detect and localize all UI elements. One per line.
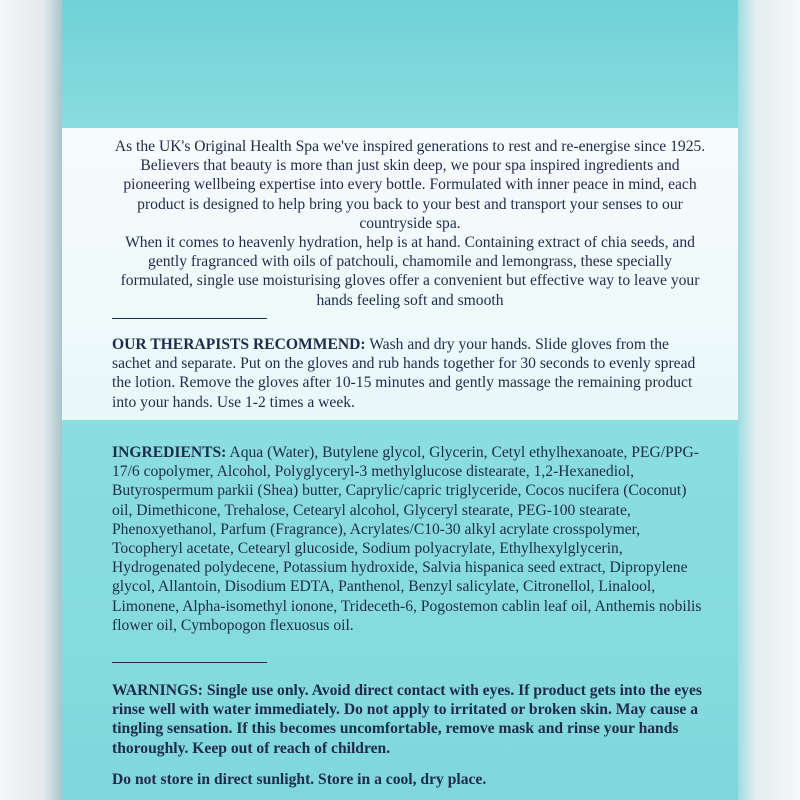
- therapists-recommend-text: Wash and dry your hands. Slide gloves from the sachet and separate. Put on the gloves and rub hands together for 30 seconds to evenly spread the lotion. Remove the gloves after 10-15 minutes and gently massage the remaining product into your hands. Use 1-2 times a week.: [112, 336, 696, 411]
- ingredients-section: [112, 443, 708, 635]
- warnings-text: WARNINGS: Single use only. Avoid direct contact with eyes. If product gets into the eyes rinse well with water immediately. Do not apply to irritated or broken skin. May cause a tingling sensation. If this becomes uncomfortable, remove mask and rinse your hands thoroughly. Keep out of reach of children.: [112, 682, 702, 757]
- ingredients-label: INGREDIENTS:: [112, 444, 227, 461]
- right-background-margin: [738, 0, 800, 800]
- section-divider: [112, 662, 267, 663]
- top-aqua-band: [62, 0, 738, 128]
- ingredients-list: Aqua (Water), Butylene glycol, Glycerin, Cetyl ethylhexanoate, PEG/PPG-17/6 copolymer, Alcohol, Polyglyceryl-3 methylglucose distearate, 1,2-Hexanediol, Butyrospermum parkii (Shea) butter, Caprylic/capric triglyceride, Cocos nucifera (Coconut) oil, Dimethicone, Trehalose, Cetearyl alcohol, Glyceryl stearate, PEG-100 stearate, Phenoxyethanol, Parfum (Fragrance), Acrylates/C10-30 alkyl acrylate crosspolymer, Tocopheryl acetate, Cetearyl glucoside, Sodium polyacrylate, Ethylhexylglycerin, Hydrogenated polydecene, Potassium hydroxide, Salvia hispanica seed extract, Dipropylene glycol, Allantoin, Disodium EDTA, Panthenol, Benzyl salicylate, Citronellol, Linalool, Limonene, Alpha-isomethyl ionone, Trideceth-6, Pogostemon cablin leaf oil, Anthemis nobilis flower oil, Cymbopogon flexuosus oil.: [112, 444, 702, 634]
- left-background-margin: [0, 0, 62, 800]
- section-divider: [112, 318, 267, 319]
- intro-paragraph-product: When it comes to heavenly hydration, help is at hand. Containing extract of chia seeds, and gently fragranced with oils of patchouli, chamomile and lemongrass, these specially formulated, single use moisturising gloves offer a convenient but effective way to leave your hands feeling soft and smooth: [120, 234, 700, 309]
- storage-instructions: Do not store in direct sunlight. Store in a cool, dry place.: [112, 771, 487, 788]
- therapists-recommend-label: OUR THERAPISTS RECOMMEND:: [112, 336, 366, 353]
- intro-paragraph-heritage: As the UK's Original Health Spa we've inspired generations to rest and re-energise since 1925. Believers that beauty is more than just skin deep, we pour spa inspired ingredients and pioneering wellbeing expertise into every bottle. Formulated with inner peace in mind, each product is designed to help bring you back to your best and transport your senses to our countryside spa.: [114, 138, 706, 232]
- therapists-recommend-section: [112, 335, 708, 412]
